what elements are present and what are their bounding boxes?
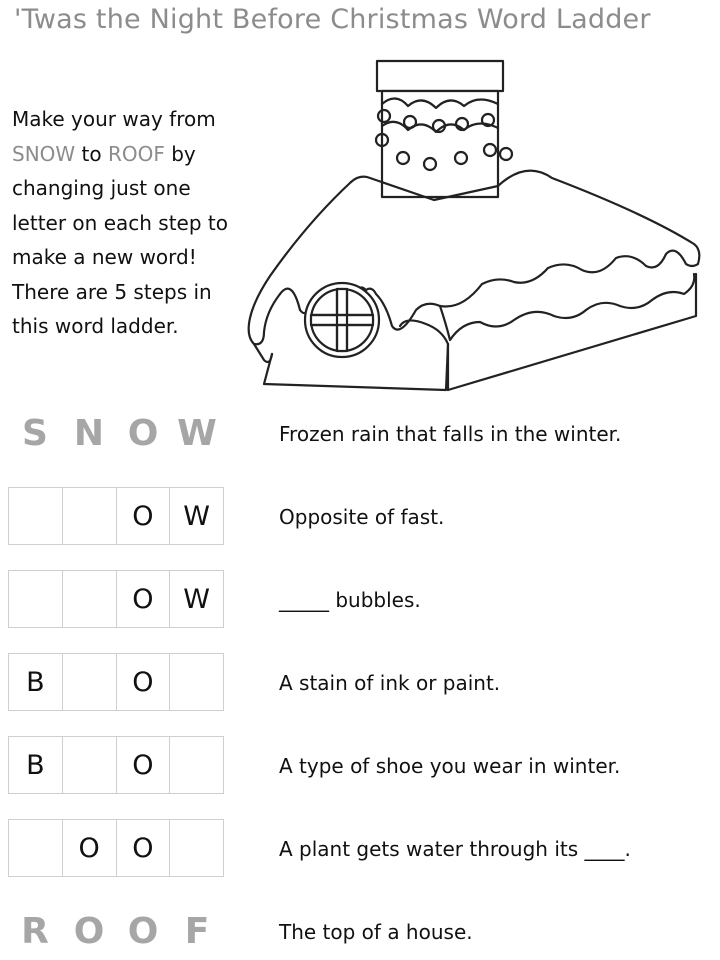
letter-box[interactable] <box>8 570 63 628</box>
instructions-line: this word ladder. <box>12 314 179 338</box>
ladder-step-5 <box>8 819 224 875</box>
ladder-step-3 <box>8 653 224 709</box>
step-2-clue: _____ bubbles. <box>279 588 421 612</box>
letter-box[interactable] <box>62 487 117 545</box>
ladder-step-1 <box>8 487 224 543</box>
step-3-clue: A stain of ink or paint. <box>279 671 501 695</box>
letter-box[interactable]: B <box>8 736 63 794</box>
end-clue: The top of a house. <box>279 920 473 944</box>
instructions-line: changing just one <box>12 176 191 200</box>
letter-box[interactable] <box>62 570 117 628</box>
start-letter: O <box>127 413 159 454</box>
ladder-step-2 <box>8 570 224 626</box>
letter-box[interactable]: O <box>116 570 171 628</box>
letter-box[interactable] <box>169 819 224 877</box>
start-letter: N <box>73 413 105 454</box>
letter-box[interactable]: O <box>116 819 171 877</box>
step-1-clue: Opposite of fast. <box>279 505 445 529</box>
instructions-to: to <box>81 141 102 166</box>
end-letter: O <box>127 911 159 952</box>
start-letter: W <box>177 413 217 454</box>
letter-box[interactable]: W <box>169 570 224 628</box>
instructions <box>12 102 262 344</box>
letter-box[interactable] <box>8 487 63 545</box>
letter-box[interactable]: O <box>116 487 171 545</box>
letter-box[interactable]: O <box>116 653 171 711</box>
letter-box[interactable]: W <box>169 487 224 545</box>
letter-box[interactable] <box>169 653 224 711</box>
start-letter: S <box>22 413 48 454</box>
letter-box[interactable]: O <box>62 819 117 877</box>
start-clue: Frozen rain that falls in the winter. <box>279 422 622 446</box>
instructions-line: letter on each step to <box>12 210 228 235</box>
letter-box[interactable]: O <box>116 736 171 794</box>
end-word-highlight: ROOF <box>107 141 165 166</box>
page-title: 'Twas the Night Before Christmas Word Ladder <box>14 4 651 35</box>
end-letter: F <box>184 911 210 952</box>
ladder-step-4 <box>8 736 224 792</box>
start-word-highlight: SNOW <box>12 141 76 166</box>
end-letter: O <box>73 911 105 952</box>
letter-box[interactable] <box>8 819 63 877</box>
instructions-line <box>12 137 262 172</box>
start-word <box>8 406 224 462</box>
instructions-line: Make your way from <box>12 107 216 131</box>
snowy-house-chimney-icon <box>236 54 706 399</box>
instructions-line: There are 5 steps in <box>12 279 212 304</box>
instructions-line: make a new word! <box>12 245 197 269</box>
letter-box[interactable] <box>62 653 117 711</box>
instructions-by: by <box>171 141 196 166</box>
letter-box[interactable] <box>169 736 224 794</box>
step-4-clue: A type of shoe you wear in winter. <box>279 754 621 778</box>
end-word <box>8 904 224 960</box>
end-letter: R <box>21 911 49 952</box>
letter-box[interactable] <box>62 736 117 794</box>
step-5-clue: A plant gets water through its ____. <box>279 837 631 861</box>
letter-box[interactable]: B <box>8 653 63 711</box>
